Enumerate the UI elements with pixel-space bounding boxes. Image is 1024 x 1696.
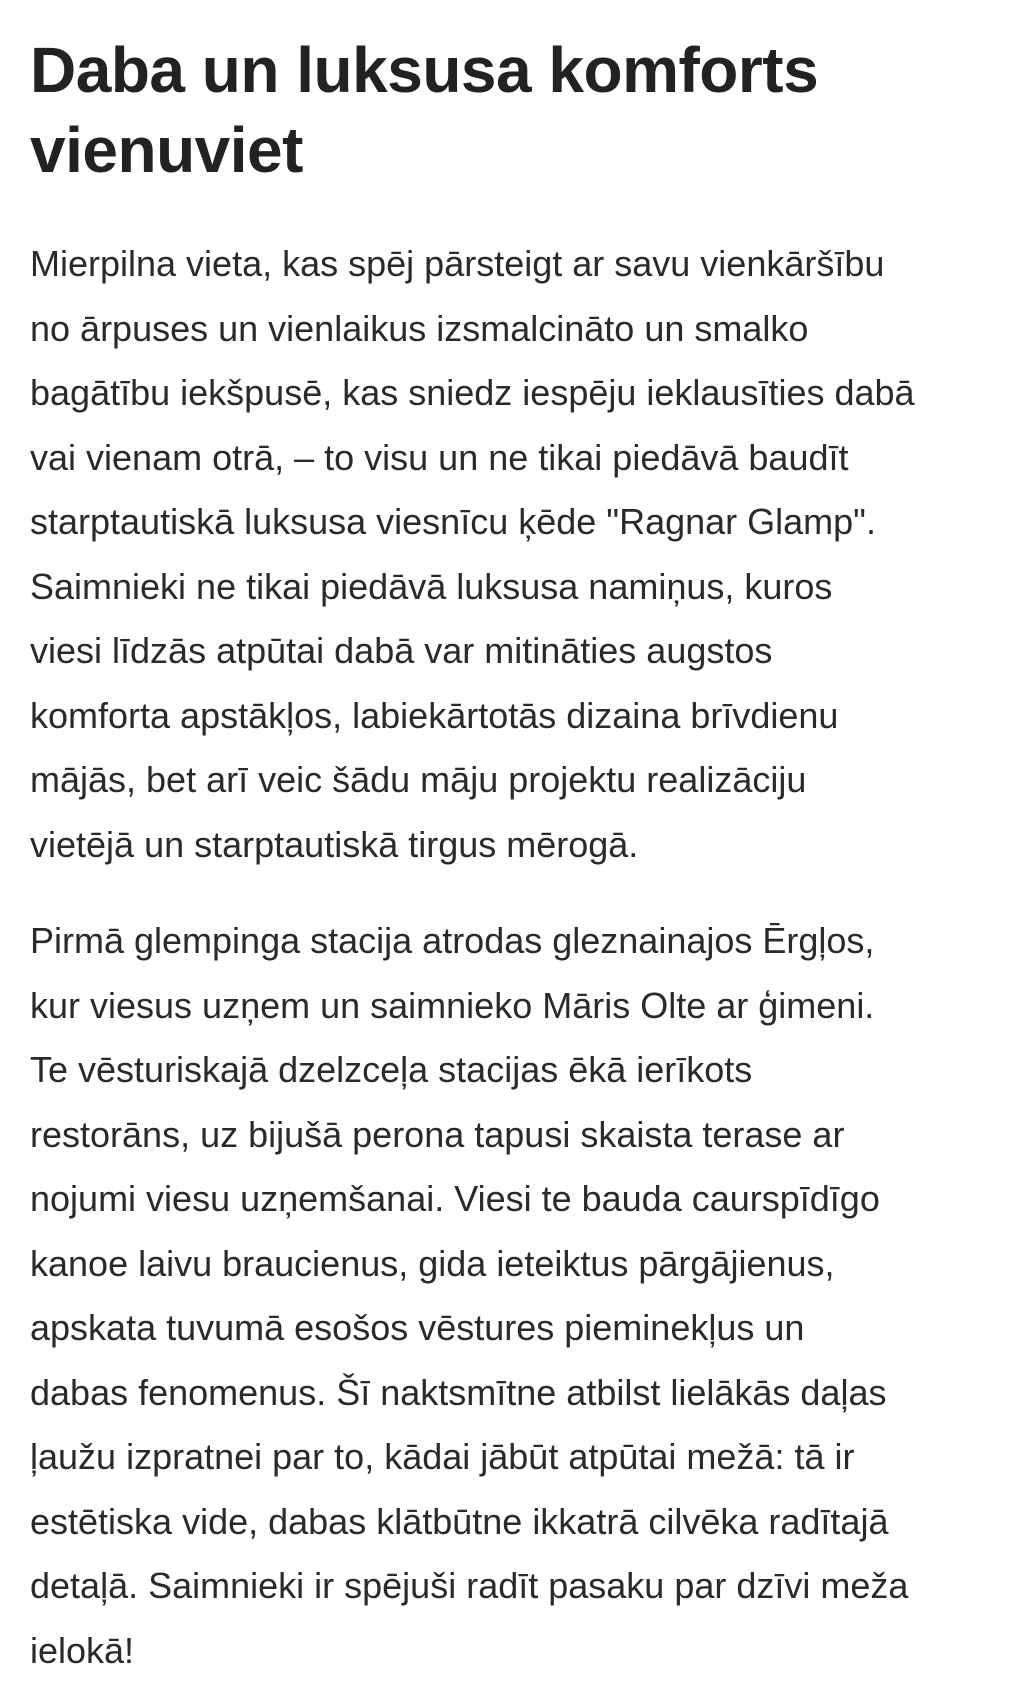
paragraph-line: starptautiskā luksusa viesnīcu ķēde "Ragnar Glamp". bbox=[30, 501, 876, 542]
article-title bbox=[30, 30, 1010, 190]
paragraph-line: Saimnieki ne tikai piedāvā luksusa namiņus, kuros bbox=[30, 565, 833, 607]
paragraph-line: kanoe laivu braucienus, gida ieteiktus pārgājienus, bbox=[30, 1242, 835, 1284]
paragraph-line: estētiska vide, dabas klātbūtne ikkatrā cilvēka radītajā bbox=[30, 1500, 889, 1542]
paragraph-line: no ārpuses un vienlaikus izsmalcināto un smalko bbox=[30, 307, 809, 349]
paragraph-line: bagātību iekšpusē, kas sniedz iespēju ieklausīties dabā bbox=[30, 372, 915, 413]
paragraph-line: vietējā un starptautiskā tirgus mērogā. bbox=[30, 823, 639, 865]
paragraph-line: Mierpilna vieta, kas spēj pārsteigt ar savu vienkāršību bbox=[30, 243, 885, 284]
paragraph-line: Pirmā glempinga stacija atrodas gleznainajos Ērgļos, bbox=[30, 920, 875, 961]
station-paragraph bbox=[30, 909, 1010, 1683]
article bbox=[30, 30, 1010, 1683]
paragraph-line: ļaužu izpratnei par to, kādai jābūt atpūtai mežā: tā ir bbox=[30, 1436, 855, 1477]
paragraph-line: mājās, bet arī veic šādu māju projektu realizāciju bbox=[30, 759, 807, 800]
paragraph-line: Te vēsturiskajā dzelzceļa stacijas ēkā ierīkots bbox=[30, 1049, 753, 1090]
title-line: Daba un luksusa komforts bbox=[30, 34, 819, 106]
paragraph-line: vai vienam otrā, – to visu un ne tikai piedāvā baudīt bbox=[30, 436, 849, 478]
paragraph-line: apskata tuvumā esošos vēstures pieminekļus un bbox=[30, 1307, 805, 1348]
intro-paragraph bbox=[30, 232, 1010, 877]
paragraph-line: restorāns, uz bijušā perona tapusi skaista terase ar bbox=[30, 1113, 845, 1155]
paragraph-line: dabas fenomenus. Šī naktsmītne atbilst lielākās daļas bbox=[30, 1371, 887, 1413]
paragraph-line: nojumi viesu uzņemšanai. Viesi te bauda caurspīdīgo bbox=[30, 1178, 880, 1219]
title-line: vienuviet bbox=[30, 114, 303, 186]
paragraph-line: komforta apstākļos, labiekārtotās dizaina brīvdienu bbox=[30, 694, 839, 736]
paragraph-line: detaļā. Saimnieki ir spējuši radīt pasaku par dzīvi meža bbox=[30, 1565, 909, 1606]
paragraph-line: kur viesus uzņem un saimnieko Māris Olte ar ģimeni. bbox=[30, 984, 875, 1026]
paragraph-line: ielokā! bbox=[30, 1629, 135, 1671]
paragraph-line: viesi līdzās atpūtai dabā var mitināties augstos bbox=[30, 630, 773, 671]
